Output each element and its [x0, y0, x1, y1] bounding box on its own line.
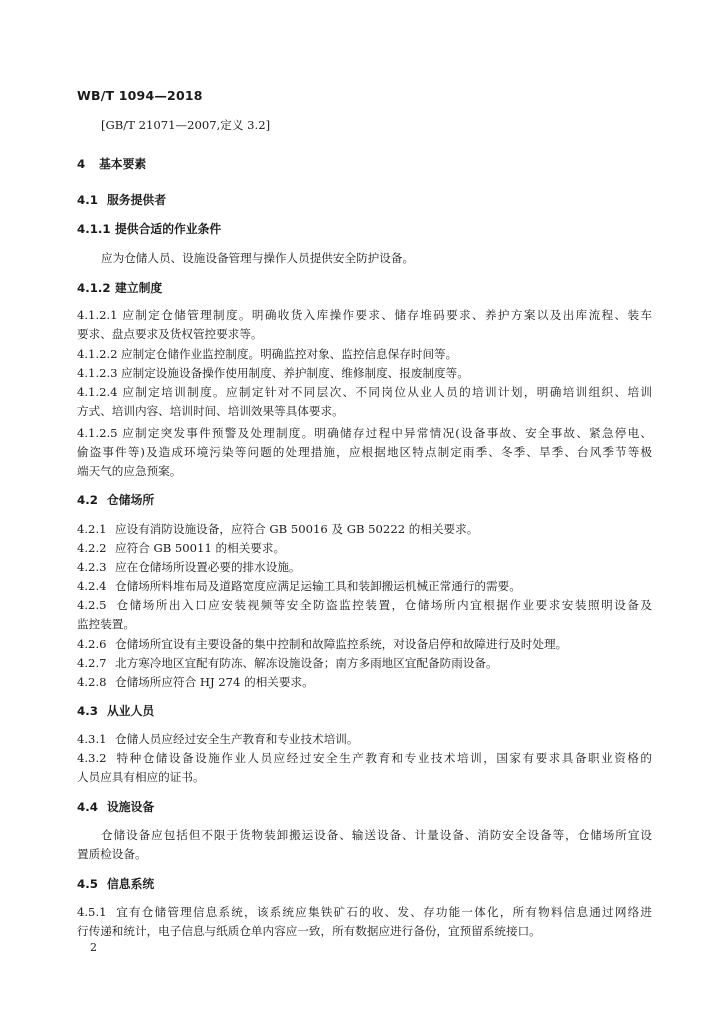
clause-number: 4.1.2.1: [77, 308, 118, 322]
clause-4-2-2: [77, 539, 652, 558]
paragraph-4-4-line-1: 仓储设备应包括但不限于货物装卸搬运设备、输送设备、计量设备、消防安全设备等，仓储场所宜设: [101, 828, 652, 842]
clause-number: 4.2.7: [77, 656, 107, 670]
clause-4-3-2-line-2: 人员应具有相应的证书。: [77, 770, 205, 784]
section-number: 4.1.1: [77, 222, 111, 236]
clause-text: 应符合 GB 50011 的相关要求。: [115, 541, 286, 555]
clause-4-2-5-line-1: [77, 596, 652, 615]
section-title: 提供合适的作业条件: [115, 222, 222, 236]
section-number: 4.1.2: [77, 281, 111, 295]
clause-number: 4.5.1: [77, 905, 107, 919]
clause-text: 应制定突发事件预警及处理制度。明确储存过程中异常情况(设备事故、安全事故、紧急停电、: [121, 426, 652, 440]
paragraph-4-4-line-2: 置质检设备。: [77, 847, 147, 861]
clause-text: 仓储场所宜设有主要设备的集中控制和故障监控系统，对设备启停和故障进行及时处理。: [115, 637, 568, 651]
clause-4-1-2-5-line-2: 偷盗事件等)及造成环境污染等问题的处理措施，应根据地区特点制定雨季、冬季、旱季、台风季节等极: [77, 445, 652, 459]
clause-text: 应制定仓储管理制度。明确收货入库操作要求、储存堆码要求、养护方案以及出库流程、装车: [121, 308, 652, 322]
clause-text: 北方寒冷地区宜配有防冻、解冻设施设备；南方多雨地区宜配备防雨设备。: [115, 656, 498, 670]
clause-number: 4.2.5: [77, 598, 107, 612]
section-title: 基本要素: [99, 157, 147, 171]
clause-text: 应设有消防设施设备，应符合 GB 50016 及 GB 50222 的相关要求。: [115, 522, 479, 536]
section-title: 服务提供者: [107, 193, 166, 207]
clause-text: 应制定培训制度。应制定针对不同层次、不同岗位从业人员的培训计划，明确培训组织、培训: [121, 385, 652, 399]
clause-text: 应在仓储场所设置必要的排水设施。: [115, 560, 301, 574]
section-number: 4.4: [77, 800, 98, 814]
clause-number: 4.2.6: [77, 637, 107, 651]
clause-text: 仓储场所出入口应安装视频等安全防盗监控装置，仓储场所内宜根据作业要求安装照明设备及: [115, 598, 652, 612]
clause-number: 4.3.1: [77, 732, 107, 746]
clause-text: 宜有仓储管理信息系统，该系统应集铁矿石的收、发、存功能一体化，所有物料信息通过网络进: [115, 905, 652, 919]
clause-text: 应制定仓储作业监控制度。明确监控对象、监控信息保存时间等。: [121, 347, 458, 361]
section-title: 信息系统: [107, 877, 155, 891]
section-4-1-heading: [77, 191, 652, 210]
section-4-3-heading: [77, 702, 652, 721]
clause-4-1-2-3: [77, 364, 652, 383]
section-4-1-2-heading: [77, 279, 652, 298]
clause-number: 4.1.2.3: [77, 366, 118, 380]
clause-number: 4.2.3: [77, 560, 107, 574]
section-4-1-1-heading: [77, 220, 652, 239]
clause-4-1-2-4-line-2: 方式、培训内容、培训时间、培训效果等具体要求。: [77, 404, 344, 418]
clause-4-1-2-1-line-2: 要求、盘点要求及货权管控要求等。: [77, 327, 263, 341]
clause-4-5-1-line-2: 行传递和统计，电子信息与纸质仓单内容应一致，所有数据应进行备份，宜预留系统接口。: [77, 924, 541, 938]
clause-text: 仓储场所料堆布局及道路宽度应满足运输工具和装卸搬运机械正常通行的需要。: [115, 579, 521, 593]
section-number: 4.2: [77, 493, 98, 507]
clause-4-1-2-1-line-1: [77, 306, 652, 325]
clause-4-1-2-2: [77, 345, 652, 364]
section-title: 仓储场所: [107, 493, 155, 507]
clause-4-3-1: [77, 730, 652, 749]
section-4-2-heading: [77, 491, 652, 510]
clause-text: 应制定设施设备操作使用制度、养护制度、维修制度、报废制度等。: [121, 366, 469, 380]
clause-4-2-3: [77, 558, 652, 577]
section-number: 4.3: [77, 704, 98, 718]
clause-4-3-2-line-1: [77, 749, 652, 768]
clause-4-2-5-line-2: 监控装置。: [77, 617, 135, 631]
page-number: 2: [90, 941, 97, 954]
section-4-5-heading: [77, 875, 652, 894]
clause-number: 4.1.2.4: [77, 385, 118, 399]
section-number: 4: [77, 157, 86, 171]
reference-note: [GB/T 21071—2007,定义 3.2]: [101, 118, 271, 132]
clause-4-2-6: [77, 635, 652, 654]
clause-number: 4.1.2.2: [77, 347, 118, 361]
clause-number: 4.1.2.5: [77, 426, 118, 440]
clause-number: 4.2.8: [77, 675, 107, 689]
clause-4-5-1-line-1: [77, 903, 652, 922]
standard-header: WB/T 1094—2018: [77, 88, 203, 103]
clause-number: 4.2.2: [77, 541, 107, 555]
clause-number: 4.2.4: [77, 579, 107, 593]
section-4-heading: [77, 155, 652, 174]
section-number: 4.5: [77, 877, 98, 891]
clause-text: 特种仓储设备设施作业人员应经过安全生产教育和专业技术培训，国家有要求具备职业资格的: [115, 751, 652, 765]
clause-text: 仓储场所应符合 HJ 274 的相关要求。: [115, 675, 314, 689]
clause-4-2-4: [77, 577, 652, 596]
clause-4-1-2-4-line-1: [77, 383, 652, 402]
section-title: 建立制度: [115, 281, 163, 295]
section-title: 从业人员: [107, 704, 155, 718]
clause-number: 4.2.1: [77, 522, 107, 536]
paragraph-4-1-1: 应为仓储人员、设施设备管理与操作人员提供安全防护设备。: [101, 251, 415, 265]
clause-4-1-2-5-line-3: 端天气的应急预案。: [77, 464, 182, 478]
clause-text: 仓储人员应经过安全生产教育和专业技术培训。: [115, 732, 359, 746]
clause-4-1-2-5-line-1: [77, 424, 652, 443]
section-title: 设施设备: [107, 800, 155, 814]
clause-number: 4.3.2: [77, 751, 107, 765]
section-number: 4.1: [77, 193, 98, 207]
clause-4-2-8: [77, 673, 652, 692]
clause-4-2-1: [77, 520, 652, 539]
clause-4-2-7: [77, 654, 652, 673]
section-4-4-heading: [77, 798, 652, 817]
